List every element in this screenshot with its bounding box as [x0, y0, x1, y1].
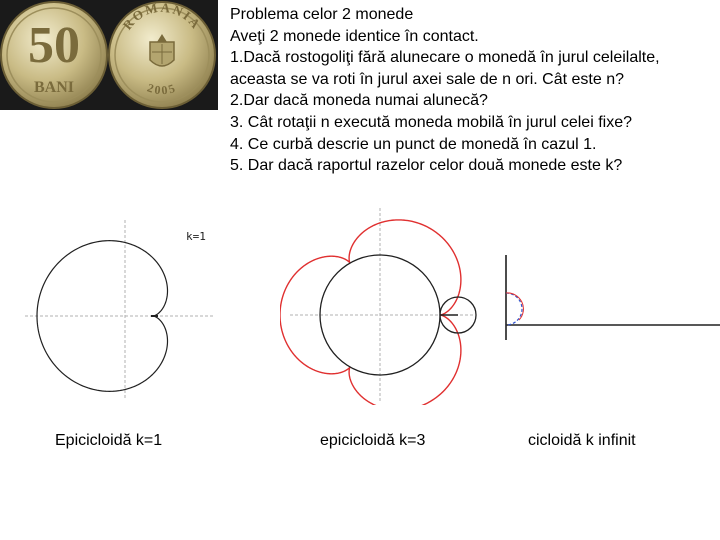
problem-line: 3. Cât rotaţii n execută moneda mobilă în jurul celei fixe?: [230, 113, 632, 131]
epicycloid-curve: [280, 220, 461, 405]
svg-text:50: 50: [28, 17, 80, 74]
cardioid-figure: [20, 215, 220, 410]
caption-epicycloid-k1: Epicicloidă k=1: [55, 432, 163, 449]
problem-line: 4. Ce curbă descrie un punct de monedă în cazul 1.: [230, 135, 597, 153]
caption-cycloid: cicloidă k infinit: [528, 432, 636, 449]
problem-line: aceasta se va roti în jurul axei sale de n ori. Cât este n?: [230, 70, 624, 88]
problem-line: 2.Dar dacă moneda numai alunecă?: [230, 92, 488, 110]
svg-text:BANI: BANI: [33, 79, 75, 96]
coin-50-bani: [1, 2, 107, 108]
cycloid-figure: [498, 250, 720, 355]
coin-romania: [109, 0, 215, 108]
svg-text:2005: 2005: [145, 80, 179, 98]
problem-line: Aveţi 2 monede identice în contact.: [230, 27, 479, 45]
coins-image: [0, 0, 218, 110]
epicycloid-figure: [280, 205, 480, 410]
svg-text:ROMANIA: ROMANIA: [119, 0, 205, 33]
caption-epicycloid-k3: epicicloidă k=3: [320, 432, 426, 449]
k-label: k=1: [186, 230, 206, 243]
problem-text: [230, 4, 718, 177]
problem-line: 5. Dar dacă raportul razelor celor două monede este k?: [230, 157, 623, 175]
problem-title: Problema celor 2 monede: [230, 6, 414, 23]
problem-line: 1.Dacă rostogoliţi fără alunecare o monedă în jurul celeilalte,: [230, 49, 660, 67]
